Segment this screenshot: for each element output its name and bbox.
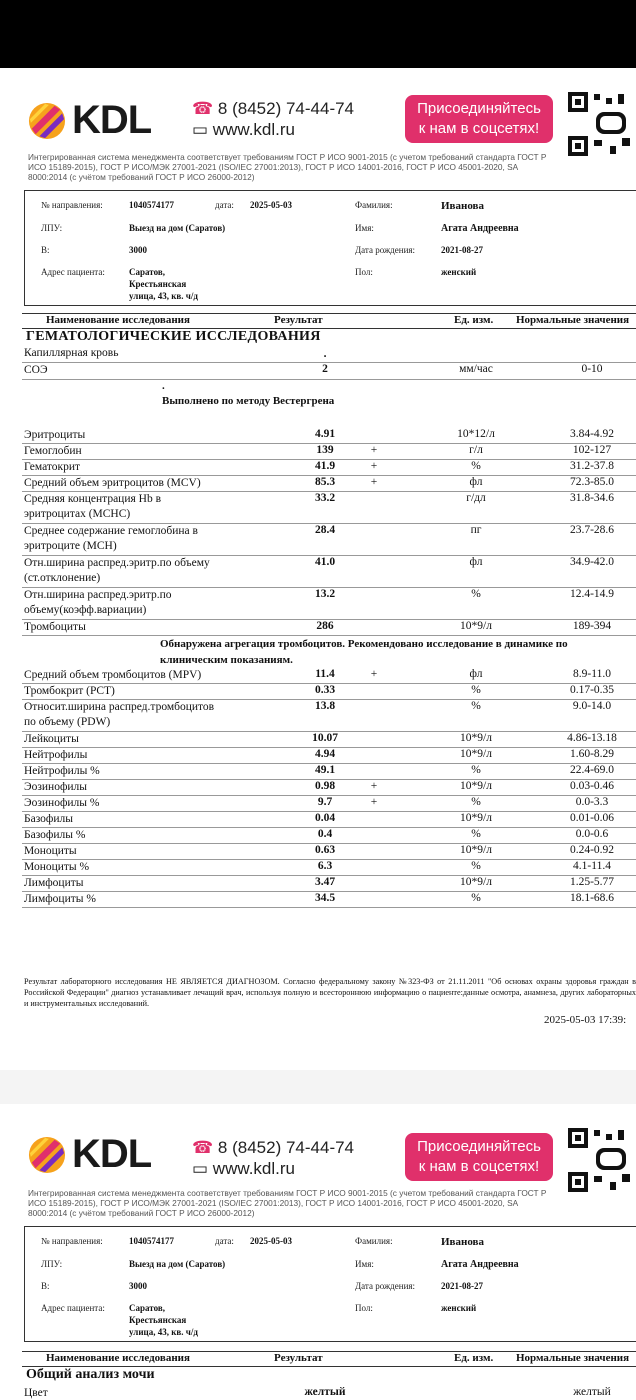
test-result: 49.1: [314, 764, 336, 776]
test-norm: 72.3-85.0: [569, 476, 615, 488]
test-result: 0.33: [314, 684, 336, 696]
table-row: [22, 492, 636, 524]
table-row: [22, 668, 636, 684]
test-unit: г/дл: [466, 492, 486, 504]
test-result: 0.63: [314, 844, 336, 856]
test-unit: мм/час: [459, 363, 493, 375]
test-result: 2: [322, 363, 328, 375]
col-result-header: Результат: [274, 1352, 323, 1364]
test-result: 0.98: [314, 780, 336, 792]
test-name: Средний объем тромбоцитов (MPV): [24, 669, 202, 681]
test-result: 41.9: [314, 460, 336, 472]
lpu-value: Выезд на дом (Саратов): [129, 223, 226, 233]
test-name: Тромбокрит (PCT): [24, 685, 115, 697]
test-unit: 10*9/л: [460, 780, 492, 792]
test-name: СОЭ: [24, 364, 48, 376]
phone-number[interactable]: ☎ 8 (8452) 74-44-74: [192, 1138, 355, 1157]
test-result: 13.2: [314, 588, 336, 600]
test-result: 28.4: [314, 524, 336, 536]
test-unit: %: [471, 588, 481, 600]
phone-icon: ☎: [192, 99, 214, 118]
section-title-urinalysis: Общий анализ мочи: [26, 1367, 155, 1382]
test-name: Гематокрит: [24, 461, 81, 473]
test-name: Тромбоциты: [24, 621, 86, 633]
sex-value: женский: [441, 267, 477, 277]
brand-logo-text: KDL: [72, 98, 152, 142]
table-row: [22, 876, 636, 892]
section-title-hematology: ГЕМАТОЛОГИЧЕСКИЕ ИССЛЕДОВАНИЯ: [26, 329, 321, 344]
test-norm: 0.03-0.46: [569, 780, 615, 792]
test-norm: 0-10: [581, 363, 603, 375]
test-unit: 10*12/л: [457, 428, 495, 440]
separator-dot: .: [162, 380, 165, 392]
table-row-esr: [22, 363, 636, 380]
col-result-header: Результат: [274, 314, 323, 326]
test-unit: 10*9/л: [460, 844, 492, 856]
test-name: Лимфоциты %: [24, 893, 96, 905]
test-name: Моноциты: [24, 845, 77, 857]
phone-number[interactable]: ☎ 8 (8452) 74-44-74: [192, 99, 355, 118]
test-name: Среднее содержание гемоглобина в эритроците (MCH): [24, 525, 198, 552]
test-unit: 10*9/л: [460, 812, 492, 824]
test-norm: 8.9-11.0: [573, 668, 611, 680]
v-label: В:: [41, 1281, 50, 1291]
diagnosis-disclaimer: Результат лабораторного исследования НЕ ЯВЛЯЕТСЯ ДИАГНОЗОМ. Согласно федеральному закону №323-ФЗ от 21.11.2011 "Об основах охраны здоровья граждан в Российской Федерации" диагноз устанавливает лечащий врач, используя полную и всестороннюю информацию о пациенте:данные осмотра, анамнеза, других лабораторных и инструментальных исследований.: [24, 977, 636, 1008]
lpu-label: ЛПУ:: [41, 223, 63, 233]
sample-type-value: .: [323, 348, 327, 360]
test-name: Отн.ширина распред.эритр.по объему(коэфф.вариации): [24, 589, 172, 616]
kdl-logo-icon: [28, 1136, 66, 1174]
table-row: [22, 588, 636, 620]
test-norm: 0.0-0.6: [575, 828, 609, 840]
test-result: 4.91: [314, 428, 336, 440]
sex-value: женский: [441, 1303, 477, 1313]
test-unit: %: [471, 892, 481, 904]
abnormal-flag: +: [370, 780, 378, 792]
patient-info-block: [24, 1226, 636, 1342]
test-unit: 10*9/л: [460, 732, 492, 744]
social-cta-banner: Присоединяйтесь к нам в соцсетях!: [405, 95, 553, 143]
date-value: 2025-05-03: [250, 200, 292, 210]
test-norm: 0.17-0.35: [569, 684, 615, 696]
col-unit-header: Ед. изм.: [454, 314, 494, 326]
col-name-header: Наименование исследования: [46, 1352, 190, 1364]
table-row: [22, 748, 636, 764]
sample-type-row: [22, 346, 636, 363]
name-value: Агата Андреевна: [441, 1259, 519, 1270]
test-unit: 10*9/л: [460, 620, 492, 632]
test-norm: 1.25-5.77: [569, 876, 615, 888]
surname-label: Фамилия:: [355, 1236, 393, 1246]
test-unit: %: [471, 700, 481, 712]
test-name: Гемоглобин: [24, 445, 82, 457]
name-value: Агата Андреевна: [441, 223, 519, 234]
test-norm: 0.0-3.3: [575, 796, 609, 808]
test-norm: 12.4-14.9: [569, 588, 615, 600]
test-norm: желтый: [573, 1386, 611, 1398]
table-row: [22, 700, 636, 732]
table-row-color: [22, 1386, 636, 1400]
test-norm: 22.4-69.0: [569, 764, 615, 776]
test-norm: 4.86-13.18: [567, 732, 617, 744]
test-name: Моноциты %: [24, 861, 90, 873]
table-row: [22, 892, 636, 908]
table-row: [22, 684, 636, 700]
test-name: Эозинофилы: [24, 781, 88, 793]
referral-label: № направления:: [41, 200, 103, 210]
surname-value: Иванова: [441, 1236, 485, 1248]
test-result: 0.4: [317, 828, 333, 840]
table-row: [22, 620, 636, 636]
iso-compliance-text: Интегрированная система менеджмента соответствует требованиям ГОСТ Р ИСО 9001-2015 (с учетом требований стандарта ГОСТ Р ИСО 15189-2015), ГОСТ Р ИСО/МЭК 27001-2021 (ISO/IEC 27001:2013), ГОСТ Р ИСО 14001-2016, ГОСТ Р ИСО 45001-2020, SA 8000:2014 (с учётом требований ГОСТ Р ИСО 26000-2012): [28, 152, 547, 182]
qr-code-icon: [566, 1126, 636, 1196]
test-result: 41.0: [314, 556, 336, 568]
table-row: [22, 828, 636, 844]
dob-label: Дата рождения:: [355, 1281, 416, 1291]
test-name: Отн.ширина распред.эритр.по объему (ст.отклонение): [24, 557, 210, 584]
test-result: 9.7: [317, 796, 333, 808]
test-norm: 34.9-42.0: [569, 556, 615, 568]
col-norm-header: Нормальные значения: [516, 314, 630, 326]
test-result: 13.8: [314, 700, 336, 712]
table-row: [22, 524, 636, 556]
report-timestamp: 2025-05-03 17:39:: [544, 1014, 627, 1026]
test-norm: 18.1-68.6: [569, 892, 615, 904]
test-unit: фл: [469, 668, 483, 680]
date-label: дата:: [215, 1236, 234, 1246]
table-row: [22, 460, 636, 476]
address-label: Адрес пациента:: [41, 267, 105, 277]
col-norm-header: Нормальные значения: [516, 1352, 630, 1364]
platelet-aggregation-note: Обнаружена агрегация тромбоцитов. Рекомендовано исследование в динамике по клиническим показаниям.: [160, 638, 568, 666]
date-value: 2025-05-03: [250, 1236, 292, 1246]
report-page-2: [0, 1104, 636, 1400]
v-value: 3000: [129, 1281, 147, 1291]
test-norm: 23.7-28.6: [569, 524, 615, 536]
test-result: желтый: [304, 1386, 346, 1398]
test-unit: 10*9/л: [460, 748, 492, 760]
monitor-icon: ▭: [192, 1159, 209, 1178]
kdl-logo-icon: [28, 102, 66, 140]
table-row: [22, 844, 636, 860]
address-label: Адрес пациента:: [41, 1303, 105, 1313]
date-label: дата:: [215, 200, 234, 210]
dob-value: 2021-08-27: [441, 1281, 483, 1291]
test-name: Лимфоциты: [24, 877, 84, 889]
qr-code-icon: [566, 90, 636, 160]
test-name: Базофилы %: [24, 829, 86, 841]
monitor-icon: ▭: [192, 120, 209, 139]
table-row: [22, 444, 636, 460]
test-result: 3.47: [314, 876, 336, 888]
test-norm: 1.60-8.29: [569, 748, 615, 760]
table-row: [22, 764, 636, 780]
method-note: Выполнено по методу Вестергрена: [162, 395, 335, 407]
test-unit: г/л: [469, 444, 483, 456]
test-result: 10.07: [312, 732, 338, 744]
social-cta-banner: Присоединяйтесь к нам в соцсетях!: [405, 1133, 553, 1181]
test-unit: фл: [469, 476, 483, 488]
patient-info-block: [24, 190, 636, 306]
lpu-label: ЛПУ:: [41, 1259, 63, 1269]
name-label: Имя:: [355, 1259, 374, 1269]
table-row: [22, 556, 636, 588]
test-name: Лейкоциты: [24, 733, 79, 745]
results-table-header: [22, 1351, 636, 1367]
test-name: Нейтрофилы %: [24, 765, 100, 777]
test-norm: 31.8-34.6: [569, 492, 615, 504]
surname-label: Фамилия:: [355, 200, 393, 210]
test-norm: 9.0-14.0: [572, 700, 612, 712]
table-row: [22, 860, 636, 876]
address-line-2: Крестьянская: [129, 279, 187, 289]
col-unit-header: Ед. изм.: [454, 1352, 494, 1364]
dob-label: Дата рождения:: [355, 245, 416, 255]
test-result: 6.3: [317, 860, 333, 872]
abnormal-flag: +: [370, 476, 378, 488]
v-value: 3000: [129, 245, 147, 255]
test-result: 34.5: [314, 892, 336, 904]
address-line-2: Крестьянская: [129, 1315, 187, 1325]
test-result: 286: [316, 620, 334, 632]
table-row: [22, 780, 636, 796]
iso-compliance-text: Интегрированная система менеджмента соответствует требованиям ГОСТ Р ИСО 9001-2015 (с учетом требований стандарта ГОСТ Р ИСО 15189-2015), ГОСТ Р ИСО/МЭК 27001-2021 (ISO/IEC 27001:2013), ГОСТ Р ИСО 14001-2016, ГОСТ Р ИСО 45001-2020, SA 8000:2014 (с учётом требований ГОСТ Р ИСО 26000-2012): [28, 1188, 547, 1218]
results-table-header: [22, 313, 636, 329]
website-link[interactable]: ▭ www.kdl.ru: [192, 1159, 295, 1178]
address-line-1: Саратов,: [129, 267, 165, 277]
v-label: В:: [41, 245, 50, 255]
test-unit: фл: [469, 556, 483, 568]
table-row: [22, 732, 636, 748]
dob-value: 2021-08-27: [441, 245, 483, 255]
table-row: [22, 476, 636, 492]
test-name: Нейтрофилы: [24, 749, 88, 761]
sample-type-label: Капиллярная кровь: [24, 347, 119, 359]
col-name-header: Наименование исследования: [46, 314, 190, 326]
test-norm: 189-394: [572, 620, 612, 632]
test-unit: 10*9/л: [460, 876, 492, 888]
address-line-1: Саратов,: [129, 1303, 165, 1313]
test-name: Эритроциты: [24, 429, 86, 441]
test-norm: 0.24-0.92: [569, 844, 615, 856]
report-page-1: [0, 68, 636, 1070]
surname-value: Иванова: [441, 200, 485, 212]
test-result: 33.2: [314, 492, 336, 504]
test-unit: %: [471, 828, 481, 840]
test-result: 4.94: [314, 748, 336, 760]
abnormal-flag: +: [370, 444, 378, 456]
address-line-3: улица, 43, кв. ч/д: [129, 291, 198, 301]
test-result: 85.3: [314, 476, 336, 488]
test-name: Средняя концентрация Hb в эритроцитах (MCHC): [24, 493, 162, 520]
address-line-3: улица, 43, кв. ч/д: [129, 1327, 198, 1337]
brand-logo-text: KDL: [72, 1132, 152, 1176]
website-link[interactable]: ▭ www.kdl.ru: [192, 120, 295, 139]
phone-icon: ☎: [192, 1138, 214, 1157]
abnormal-flag: +: [370, 460, 378, 472]
test-unit: пг: [470, 524, 482, 536]
test-result: 0.04: [314, 812, 336, 824]
test-unit: %: [471, 860, 481, 872]
table-row: [22, 428, 636, 444]
test-unit: %: [471, 460, 481, 472]
test-norm: 102-127: [572, 444, 612, 456]
abnormal-flag: +: [370, 796, 378, 808]
table-row: [22, 796, 636, 812]
test-name: Цвет: [24, 1387, 48, 1399]
abnormal-flag: +: [370, 668, 378, 680]
page-separator: [0, 1070, 636, 1104]
test-unit: %: [471, 764, 481, 776]
test-norm: 3.84-4.92: [569, 428, 615, 440]
sex-label: Пол:: [355, 1303, 373, 1313]
test-result: 11.4: [315, 668, 335, 680]
sex-label: Пол:: [355, 267, 373, 277]
referral-number: 1040574177: [129, 1236, 174, 1246]
test-unit: %: [471, 796, 481, 808]
referral-label: № направления:: [41, 1236, 103, 1246]
table-row: [22, 812, 636, 828]
test-name: Средний объем эритроцитов (MCV): [24, 477, 201, 489]
name-label: Имя:: [355, 223, 374, 233]
status-bar: [0, 0, 636, 68]
test-unit: %: [471, 684, 481, 696]
test-name: Эозинофилы %: [24, 797, 100, 809]
test-norm: 31.2-37.8: [569, 460, 615, 472]
test-name: Относит.ширина распред.тромбоцитов по объему (PDW): [24, 701, 215, 728]
test-norm: 4.1-11.4: [573, 860, 611, 872]
test-result: 139: [316, 444, 334, 456]
test-name: Базофилы: [24, 813, 74, 825]
lpu-value: Выезд на дом (Саратов): [129, 1259, 226, 1269]
test-norm: 0.01-0.06: [569, 812, 615, 824]
referral-number: 1040574177: [129, 200, 174, 210]
